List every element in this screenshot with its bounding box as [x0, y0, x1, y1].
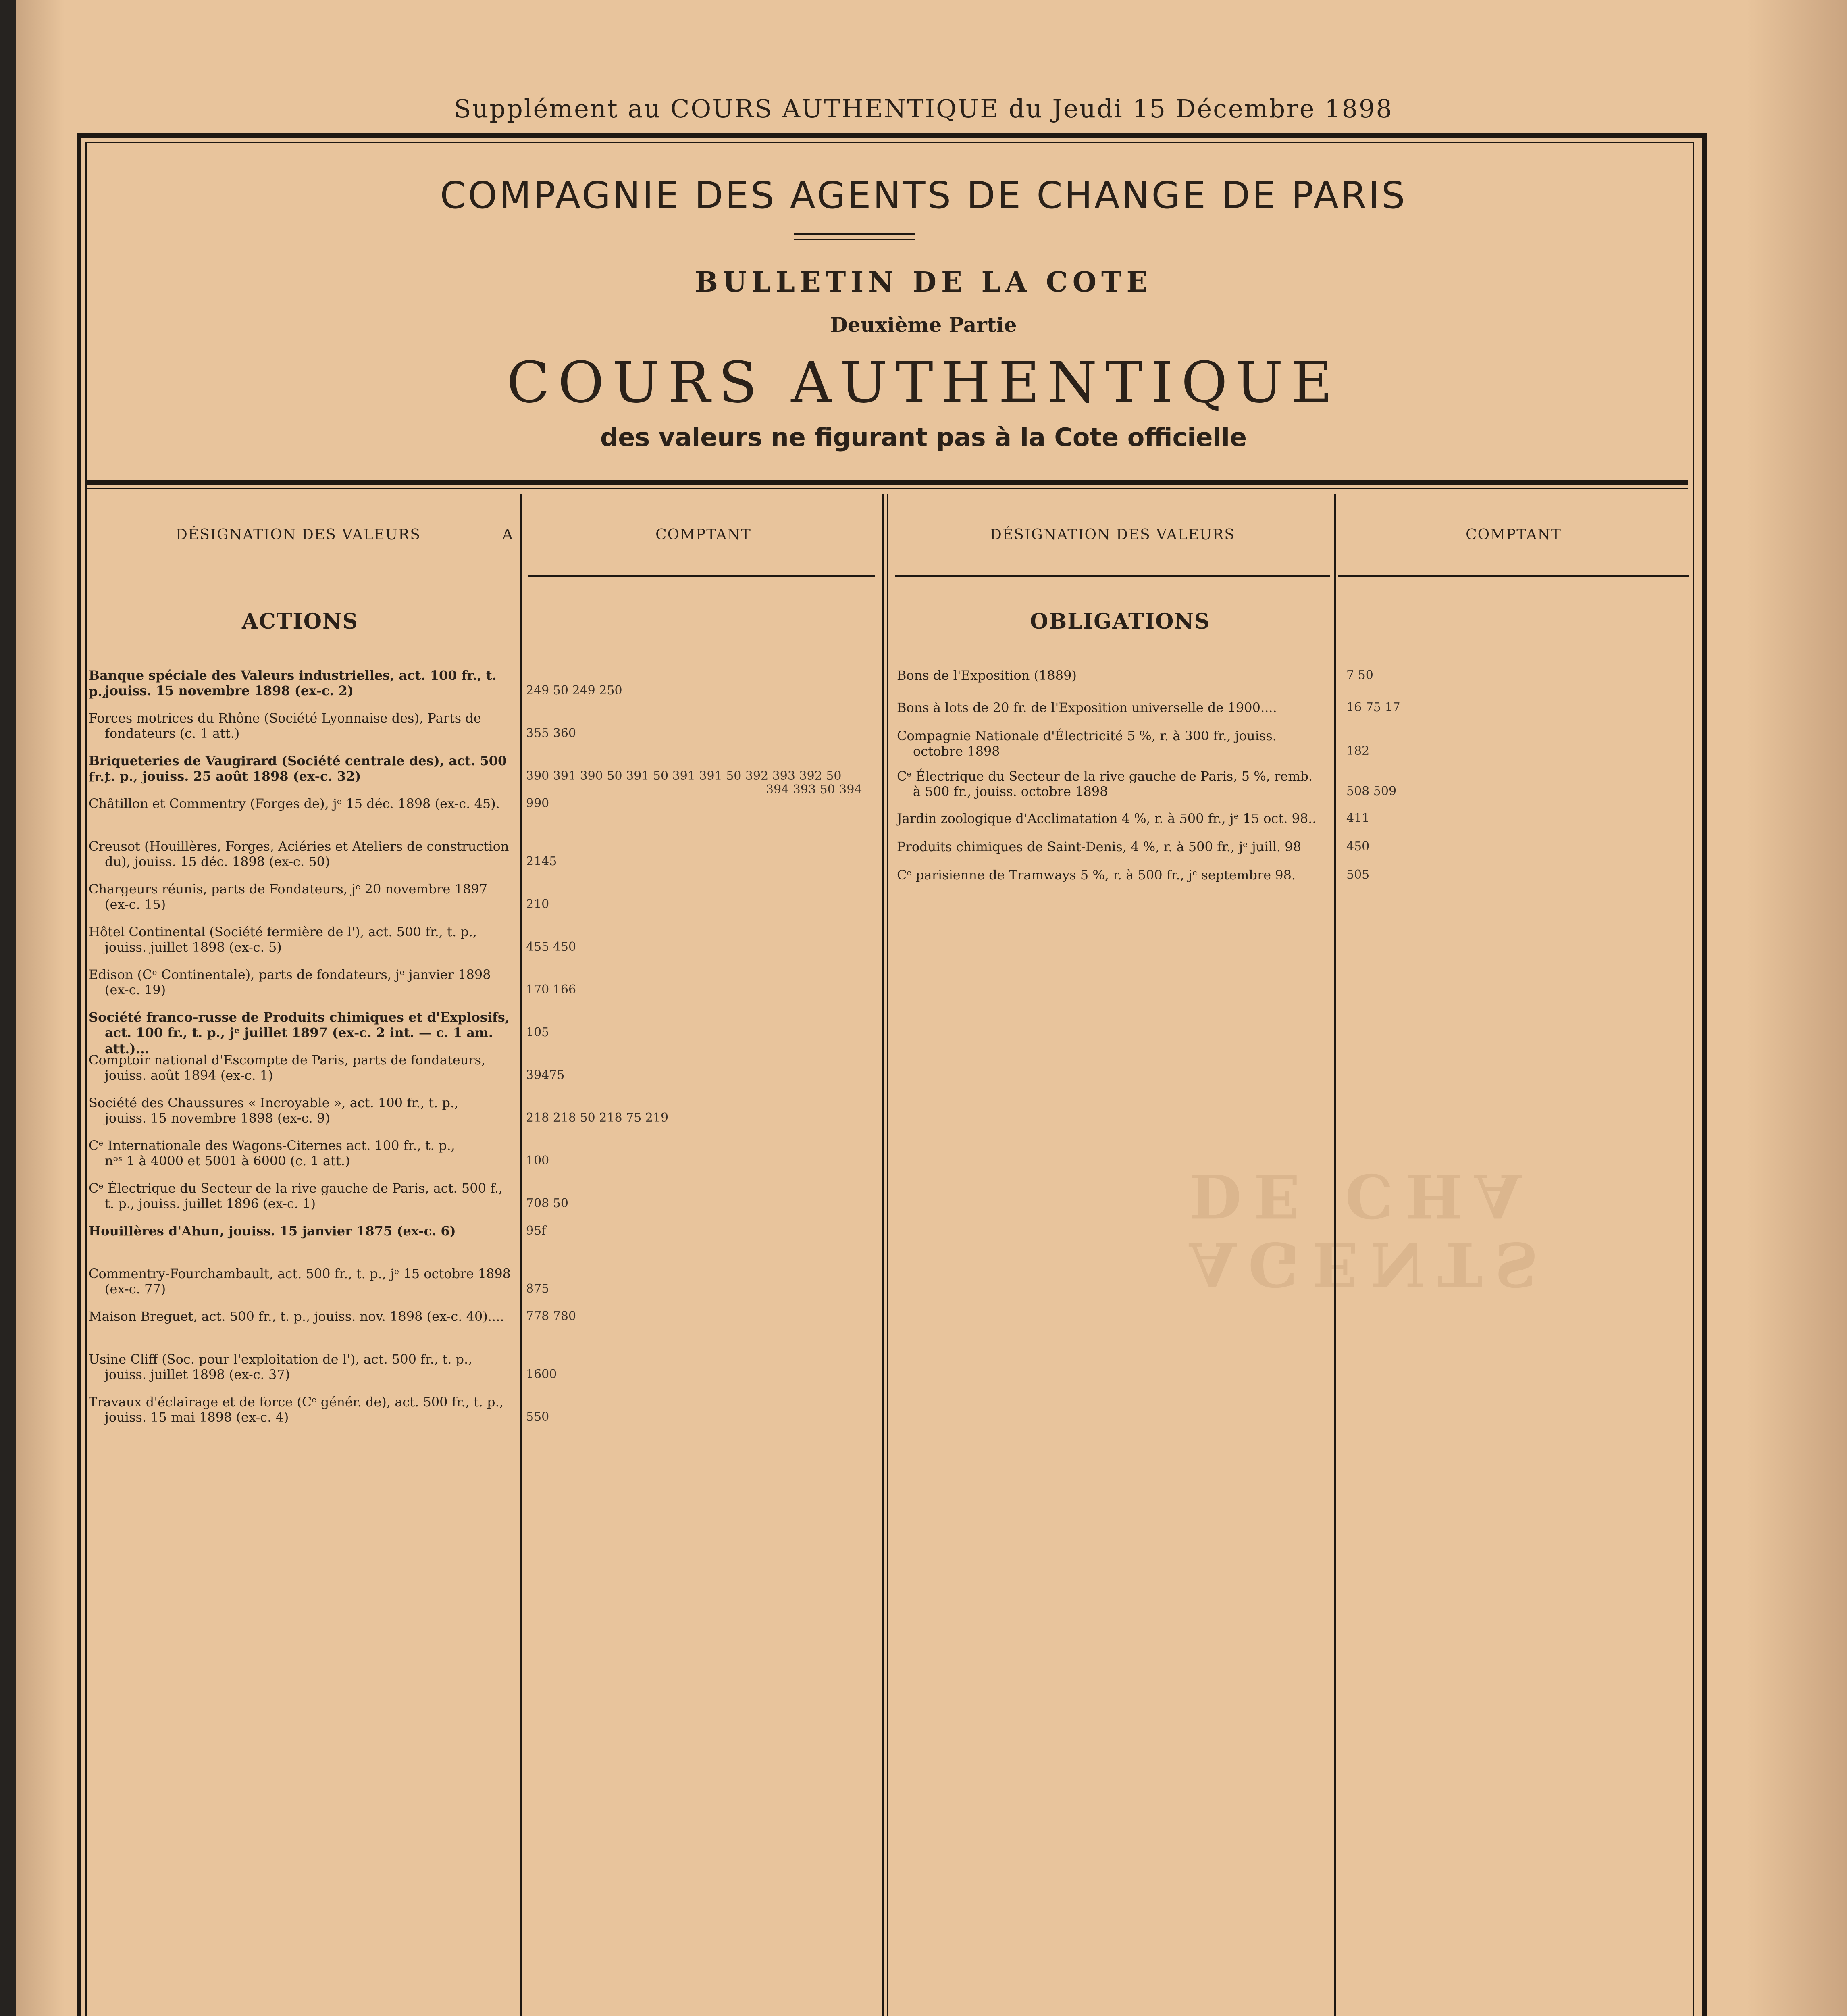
action-price: 990 [526, 796, 549, 810]
action-description-line1: Comptoir national d'Escompte de Paris, parts de fondateurs, [89, 1052, 486, 1068]
obligation-description-line1: Compagnie Nationale d'Électricité 5 %, r. à 300 fr., jouiss. [897, 728, 1277, 744]
action-description-line2: (ex-c. 77) [105, 1281, 166, 1297]
action-description-line2: jouiss. 15 mai 1898 (ex-c. 4) [105, 1410, 289, 1425]
obligation-price: 16 75 17 [1346, 700, 1400, 714]
right-comptant-header: COMPTANT [1466, 527, 1562, 543]
action-description-line1: Hôtel Continental (Société fermière de l'), act. 500 fr., t. p., [89, 924, 477, 939]
action-row [0, 1394, 1847, 1446]
obligation-description-line2: à 500 fr., jouiss. octobre 1898 [913, 784, 1108, 799]
action-price: 249 50 249 250 [526, 683, 622, 698]
obligation-price: 450 [1346, 839, 1370, 854]
obligation-price: 182 [1346, 744, 1370, 758]
action-description-line2: fondateurs (c. 1 att.) [105, 726, 240, 741]
obligation-price: 508 509 [1346, 784, 1397, 798]
left-comptant-header: COMPTANT [655, 527, 751, 543]
colhead-rule-1 [528, 575, 875, 577]
action-price-continued: 394 393 50 394 [766, 783, 862, 797]
bulletin-title: BULLETIN DE LA COTE [695, 266, 1152, 298]
part-label: Deuxième Partie [830, 313, 1017, 337]
action-price: 875 [526, 1282, 549, 1296]
obligation-price: 505 [1346, 868, 1370, 882]
action-price: 550 [526, 1410, 549, 1424]
obligation-description-line1: Jardin zoologique d'Acclimatation 4 %, r. à 500 fr., jᵉ 15 oct. 98.. [897, 811, 1317, 826]
right-designation-header: DÉSIGNATION DES VALEURS [990, 527, 1235, 543]
action-description-line2: jouiss. 15 novembre 1898 (ex-c. 9) [105, 1110, 330, 1126]
action-description-line1: Châtillon et Commentry (Forges de), jᵉ 15 déc. 1898 (ex-c. 45). [89, 796, 500, 811]
actions-title: ACTIONS [242, 609, 359, 634]
obligation-description-line2: octobre 1898 [913, 744, 1000, 759]
action-description-line2: (ex-c. 19) [105, 982, 166, 998]
action-description-line1: Banque spéciale des Valeurs industrielles, act. 100 fr., t. p., [89, 668, 497, 699]
obligation-row [0, 867, 1847, 919]
action-price: 210 [526, 897, 549, 911]
header-rule-thick [85, 480, 1688, 485]
action-description-line1: Maison Breguet, act. 500 fr., t. p., jouiss. nov. 1898 (ex-c. 40).... [89, 1309, 504, 1324]
action-price: 778 780 [526, 1309, 576, 1323]
action-price: 708 50 [526, 1196, 568, 1210]
action-price: 39475 [526, 1068, 565, 1082]
action-price: 390 391 390 50 391 50 391 391 50 392 393 392 50 [526, 769, 842, 783]
bleed-through-text: AGENTS DE CHA [1189, 1160, 1550, 1300]
obligation-description-line1: Produits chimiques de Saint-Denis, 4 %, r. à 500 fr., jᵉ juill. 98 [897, 839, 1301, 854]
action-description-line1: Chargeurs réunis, parts de Fondateurs, jᵉ 20 novembre 1897 [89, 881, 488, 897]
action-price: 455 450 [526, 940, 576, 954]
obligation-description-line1: Bons à lots de 20 fr. de l'Exposition universelle de 1900.... [897, 700, 1277, 715]
obligation-description-line1: Bons de l'Exposition (1889) [897, 668, 1077, 683]
title-rule-thin [794, 239, 915, 240]
action-description-line2: t. p., jouiss. 25 août 1898 (ex-c. 32) [105, 768, 361, 784]
action-description-line1: Commentry-Fourchambault, act. 500 fr., t. p., jᵉ 15 octobre 1898 [89, 1266, 511, 1281]
action-description-line1: Société franco-russe de Produits chimiques et d'Explosifs, [89, 1010, 510, 1025]
action-price: 100 [526, 1154, 549, 1168]
action-description-line1: Cᵉ Internationale des Wagons-Citernes act. 100 fr., t. p., [89, 1138, 455, 1153]
action-description-line2: jouiss. août 1894 (ex-c. 1) [105, 1068, 273, 1083]
action-description-line1: Usine Cliff (Soc. pour l'exploitation de l'), act. 500 fr., t. p., [89, 1352, 472, 1367]
obligation-description-line1: Cᵉ Électrique du Secteur de la rive gauche de Paris, 5 %, remb. [897, 768, 1313, 784]
main-subtitle: des valeurs ne figurant pas à la Cote officielle [600, 423, 1247, 452]
action-description-line1: Houillères d'Ahun, jouiss. 15 janvier 1875 (ex-c. 6) [89, 1223, 456, 1239]
action-description-line1: Cᵉ Électrique du Secteur de la rive gauche de Paris, act. 500 f., [89, 1181, 503, 1196]
action-description-line2: du), jouiss. 15 déc. 1898 (ex-c. 50) [105, 854, 330, 869]
company-title: COMPAGNIE DES AGENTS DE CHANGE DE PARIS [440, 174, 1407, 217]
left-marker-header: A [502, 527, 514, 543]
colhead-rule-2 [895, 575, 1330, 577]
action-description-line1: Briqueteries de Vaugirard (Société centrale des), act. 500 fr., [89, 753, 507, 785]
action-description-line2: jouiss. 15 novembre 1898 (ex-c. 2) [105, 683, 354, 698]
action-price: 95f [526, 1224, 546, 1238]
action-price: 105 [526, 1025, 549, 1039]
action-description-line2: t. p., jouiss. juillet 1896 (ex-c. 1) [105, 1196, 316, 1211]
obligation-description-line1: Cᵉ parisienne de Tramways 5 %, r. à 500 fr., jᵉ septembre 98. [897, 867, 1296, 883]
action-description-line2: jouiss. juillet 1898 (ex-c. 5) [105, 939, 282, 955]
action-price: 355 360 [526, 726, 576, 740]
title-rule-thick [794, 233, 915, 235]
header-rule-thin [85, 488, 1688, 489]
action-price: 2145 [526, 854, 557, 868]
action-price: 1600 [526, 1367, 557, 1381]
action-description-line1: Société des Chaussures « Incroyable », act. 100 fr., t. p., [89, 1095, 459, 1110]
obligations-title: OBLIGATIONS [1030, 609, 1211, 634]
action-description-line2: nᵒˢ 1 à 4000 et 5001 à 6000 (c. 1 att.) [105, 1153, 350, 1168]
action-description-line2: act. 100 fr., t. p., jᵉ juillet 1897 (ex-c. 2 int. — c. 1 am. att.)... [105, 1025, 493, 1056]
colhead-rule-3 [1338, 575, 1689, 577]
action-price: 170 166 [526, 983, 576, 997]
supplement-line: Supplément au COURS AUTHENTIQUE du Jeudi 15 Décembre 1898 [454, 94, 1393, 123]
obligation-price: 411 [1346, 811, 1370, 825]
obligation-price: 7 50 [1346, 668, 1373, 682]
action-description-line1: Creusot (Houillères, Forges, Aciéries et Ateliers de construction [89, 839, 509, 854]
action-price: 218 218 50 218 75 219 [526, 1111, 669, 1125]
action-description-line2: (ex-c. 15) [105, 897, 166, 912]
action-description-line2: jouiss. juillet 1898 (ex-c. 37) [105, 1367, 290, 1382]
main-title: COURS AUTHENTIQUE [506, 350, 1341, 416]
left-designation-header: DÉSIGNATION DES VALEURS [175, 527, 421, 543]
action-description-line1: Travaux d'éclairage et de force (Cᵉ génér. de), act. 500 fr., t. p., [89, 1394, 503, 1410]
action-description-line1: Forces motrices du Rhône (Société Lyonnaise des), Parts de [89, 710, 481, 726]
action-description-line1: Edison (Cᵉ Continentale), parts de fondateurs, jᵉ janvier 1898 [89, 967, 491, 982]
